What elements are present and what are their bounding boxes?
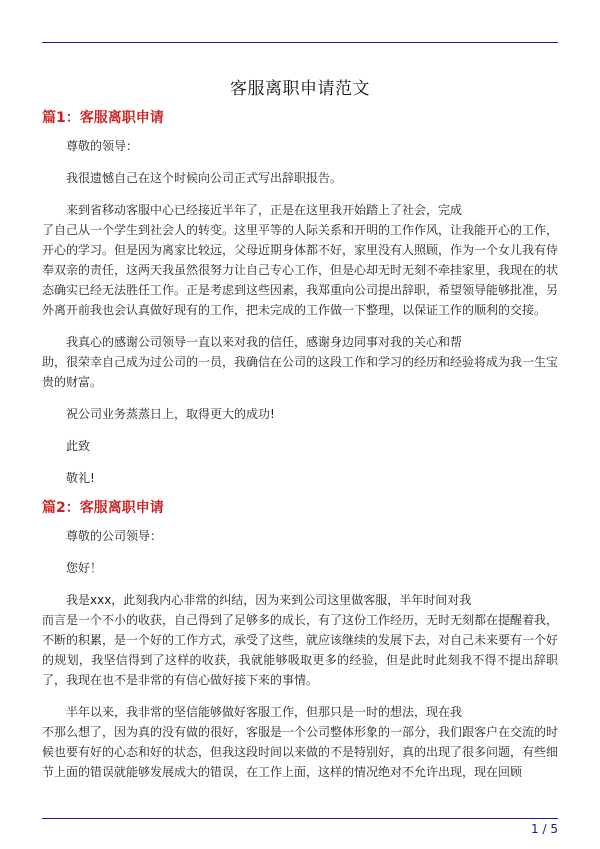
document-page — [42, 44, 558, 816]
paragraph-1-2 — [42, 200, 558, 320]
salutation-1: 尊敬的领导： — [66, 139, 139, 153]
greeting-2: 您好！ — [66, 561, 103, 575]
paragraph-body: 而言是一个不小的收获，自己得到了足够多的成长，有了这份工作经历，无时无刻都在提醒着我，不断的积累，是一个好的工作方式，承受了这些，就应该继续的发展下去，对自己未来要有一个好的规划，我坚信得到了这样的收获，我就能够吸取更多的经验，但是此时此刻我不得不提出辞职了，我现在也不是非常的有信心做好接下来的事情。 — [42, 613, 558, 687]
paragraph-line: 半年以来，我非常的坚信能够做好客服工作，但那只是一时的想法，现在我 — [66, 705, 463, 719]
paragraph-2-1 — [42, 590, 558, 690]
page-number: 1 / 5 — [531, 822, 558, 836]
paragraph-body: 不那么想了，因为真的没有做的很好，客服是一个公司整体形象的一部分，我们跟客户在交流的时候也要有好的心态和好的状态，但我这段时间以来做的不是特别好，真的出现了很多问题，有些细节上面的错误就能够发展成大的错误，在工作上面，这样的情况绝对不允许出现，现在回顾 — [42, 725, 558, 779]
salutation-2: 尊敬的公司领导： — [66, 529, 163, 543]
closing-line-2: 敬礼! — [66, 471, 95, 485]
paragraph-1-4: 祝公司业务蒸蒸日上，取得更大的成功! — [66, 407, 275, 421]
section-heading-2: 篇2：客服离职申请 — [42, 500, 164, 516]
header-rule — [42, 42, 558, 43]
paragraph-line: 我是xxx，此刻我内心非常的纠结，因为来到公司这里做客服，半年时间对我 — [66, 593, 472, 607]
closing-line-1: 此致 — [66, 439, 91, 453]
footer-rule — [42, 818, 558, 819]
paragraph-line: 来到省移动客服中心已经接近半年了，正是在这里我开始踏上了社会，完成 — [66, 203, 463, 217]
paragraph-1-1: 我很遗憾自己在这个时候向公司正式写出辞职报告。 — [66, 171, 343, 185]
paragraph-1-3 — [42, 332, 558, 392]
page-title: 客服离职申请范文 — [230, 79, 370, 99]
paragraph-line: 我真心的感谢公司领导一直以来对我的信任，感谢身边同事对我的关心和帮 — [66, 335, 463, 349]
section-heading-1: 篇1：客服离职申请 — [42, 110, 164, 126]
paragraph-body: 助，很荣幸自己成为过公司的一员，我确信在公司的这段工作和学习的经历和经验将成为我一生宝贵的财富。 — [42, 355, 558, 389]
paragraph-2-2 — [42, 702, 558, 782]
paragraph-body: 了自己从一个学生到社会人的转变。这里平等的人际关系和开明的工作作风，让我能开心的工作，开心的学习。但是因为离家比较远，父母近期身体都不好，家里没有人照顾，作为一个女儿我有侍奉双亲的责任，这两天我虽然很努力让自己专心工作，但是心却无时无刻不牵挂家里，我现在的状态确实已经无法胜任工作。正是考虑到这些因素，我郑重向公司提出辞职，希望领导能够批准，另外离开前我也会认真做好现有的工作，把未完成的工作做一下整理，以保证工作的顺利的交接。 — [42, 223, 558, 317]
